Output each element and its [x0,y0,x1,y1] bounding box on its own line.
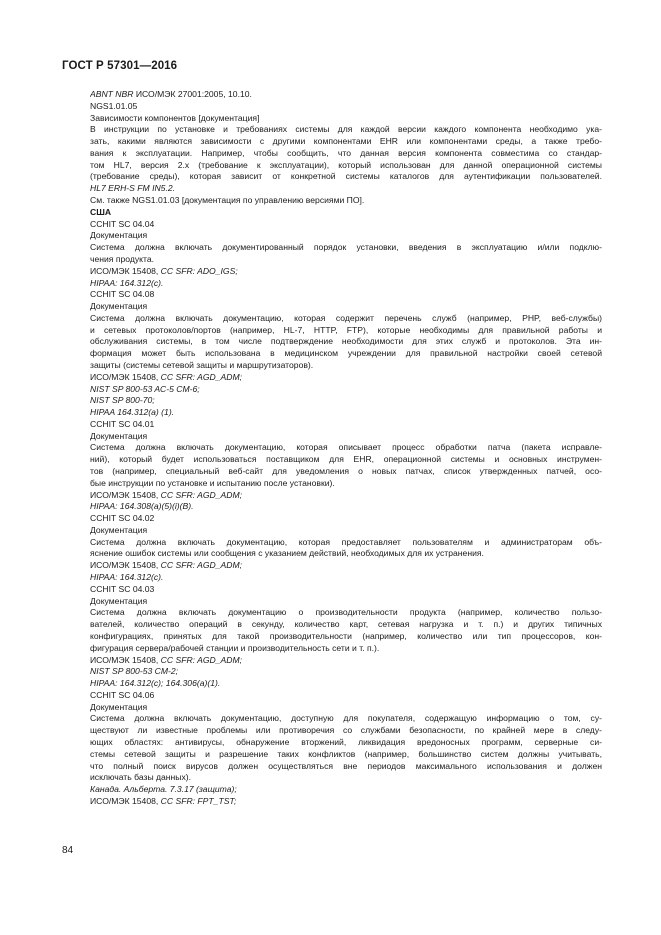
text-line: Документация [90,430,148,441]
text-line: Система должна включать документированный порядок установки, введения в эксплуатацию и/или подклю- [90,242,602,253]
text-line-italic-part: CC SFR: FPT_TST; [160,795,237,806]
text-line: стемы сетевой защиты и разрешение таких конфликтов (например, большинство систем должны учитывать, [90,748,602,759]
text-line: США [90,206,112,217]
text-line: NIST SP 800-53 AC-5 CM-6; [90,383,200,394]
text-line: Документация [90,301,148,312]
text-line: Документация [90,524,148,535]
text-line: Документация [90,230,148,241]
text-line: (требование среды), которая зависит от конкретной системы каталогов для аутентификации пользователей. [90,171,602,182]
text-line: формация может быть использована в медицинском учреждении для правильной настройки своей сетевой [90,348,602,359]
text-line: защиты (системы сетевой защиты и маршрутизаторов). [90,359,314,370]
text-line: См. также NGS1.01.03 [документация по управлению версиями ПО]. [90,195,365,206]
text-line: ющих областях: антивирусы, обнаружение вторжений, ликвидация вредоносных программ, серверные си- [90,736,602,747]
text-line: CCHIT SC 04.01 [90,418,155,429]
text-line: вания к эксплуатации. Например, чтобы сообщить, что данная версия компонента совместима со стандар- [90,147,602,158]
text-line: CCHIT SC 04.08 [90,289,155,300]
text-line: CCHIT SC 04.04 [90,218,155,229]
text-line: том HL7, версия 2.x (требование к эксплуатации), который использован для данной операционной системы [90,159,602,170]
text-line: обслуживания системы, в том числе подтверждение необходимости для этих служб и протоколов. Эта ин- [90,336,602,347]
text-line: и сетевых протоколов/портов (например, HL-7, HTTP, FTP), которые необходимы для правильной работы и [90,324,602,335]
text-line: что полный поиск вирусов должен осуществляться вне периодов максимального использования и должен [90,760,602,771]
text-line: ществуют ли известные проблемы или противоречия со службами безопасности, по крайней мере в следу- [90,725,602,736]
body-text [90,89,602,808]
text-line: NGS1.01.05 [90,100,138,111]
text-line-normal-part: ИСО/МЭК 27001:2005, 10.10. [135,89,252,99]
text-line: HL7 ERH-S FM IN5.2. [90,183,176,194]
text-line [90,796,602,808]
text-line-normal-part: ИСО/МЭК 15408, [90,265,161,276]
text-line: вателей, количество операций в секунду, количество карт, сетевая нагрузка и т. п.) и других типичных [90,619,602,630]
text-line: HIPAA: 164.312(c); 164.306(a)(1). [90,678,221,689]
text-line [90,560,602,572]
text-line: Канада. Альберта. 7.3.17 (защита); [90,784,237,795]
text-line: HIPAA: 164.312(c). [90,277,164,288]
text-line: HIPAA 164.312(a) (1). [90,407,175,418]
text-line: CCHIT SC 04.06 [90,689,155,700]
text-line [90,490,602,502]
text-line-italic-part: CC SFR: AGD_ADM; [160,489,243,500]
text-line [90,655,602,667]
page-number: 84 [62,845,74,856]
text-line: тов (например, специальный веб-сайт для уведомления о новых патчах, список утвержденных патчей, осо- [90,466,602,476]
text-line-normal-part: ИСО/МЭК 15408, [90,489,161,500]
text-line: бые инструкции по установке и испытанию после установки). [90,477,335,488]
text-line [90,372,602,384]
text-line: Документация [90,701,148,712]
text-line: HIPAA: 164.308(a)(5)(i)(B). [90,501,194,512]
text-line-italic-part: CC SFR: AGD_ADM; [160,371,243,382]
text-line-normal-part: ИСО/МЭК 15408, [90,795,161,806]
text-line: ний), который будет использоваться поставщиком для EHR, операционной системы и основных инструмен- [90,454,602,465]
text-line: В инструкции по установке и требованиях системы для каждой версии каждого компонента необходимо ука- [90,124,602,135]
text-line: фигурация сервера/рабочей станции и производительность сети и т. п.). [90,642,380,653]
text-line-italic-part: ABNT NBR [90,89,136,99]
text-line-italic-part: CC SFR: ADO_IGS; [160,265,238,276]
text-line-normal-part: ИСО/МЭК 15408, [90,560,161,571]
text-line: Система должна включать документацию о производительности продукта (например, количество пользо- [90,607,602,618]
text-line: исключать базы данных). [90,772,192,783]
text-line: Система должна включать документацию, доступную для покупателя, содержащую информацию о том, су- [90,713,602,724]
text-line-normal-part: ИСО/МЭК 15408, [90,371,161,382]
text-line: CCHIT SC 04.02 [90,513,155,524]
text-line: NIST SP 800-53 CM-2; [90,666,179,677]
text-line-italic-part: CC SFR: AGD_ADM; [160,560,243,571]
text-line [90,266,602,278]
text-line: Система должна включать документацию, которая предоставляет пользователям и администраторам объ- [90,536,602,547]
text-line-italic-part: CC SFR: AGD_ADM; [160,654,243,665]
text-line [90,89,602,101]
text-line: Система должна включать документацию, которая содержит перечень служб (например, PHP, веб-службы) [90,312,602,323]
text-line: Документация [90,595,148,606]
text-line: чения продукта. [90,253,155,264]
text-line: HIPAA: 164.312(c). [90,572,164,583]
text-line-normal-part: ИСО/МЭК 15408, [90,654,161,665]
text-line: Система должна включать документацию, которая описывает процесс обработки патча (пакета исправле- [90,442,602,453]
text-line: Зависимости компонентов [документация] [90,112,260,123]
text-line: CCHIT SC 04.03 [90,583,155,594]
text-line: конфигурациях, принятых для такой производительности (например, количество или тип процессоров, кон- [90,630,602,641]
text-line: яснение ошибок системы или сообщения с указанием действий, необходимых для их устранения. [90,548,484,559]
text-line: зать, какими являются зависимости с другими компонентами EHR или компонентами среды, а также требо- [90,136,602,147]
text-line: NIST SP 800-70; [90,395,155,406]
standard-header: ГОСТ Р 57301—2016 [62,60,178,72]
